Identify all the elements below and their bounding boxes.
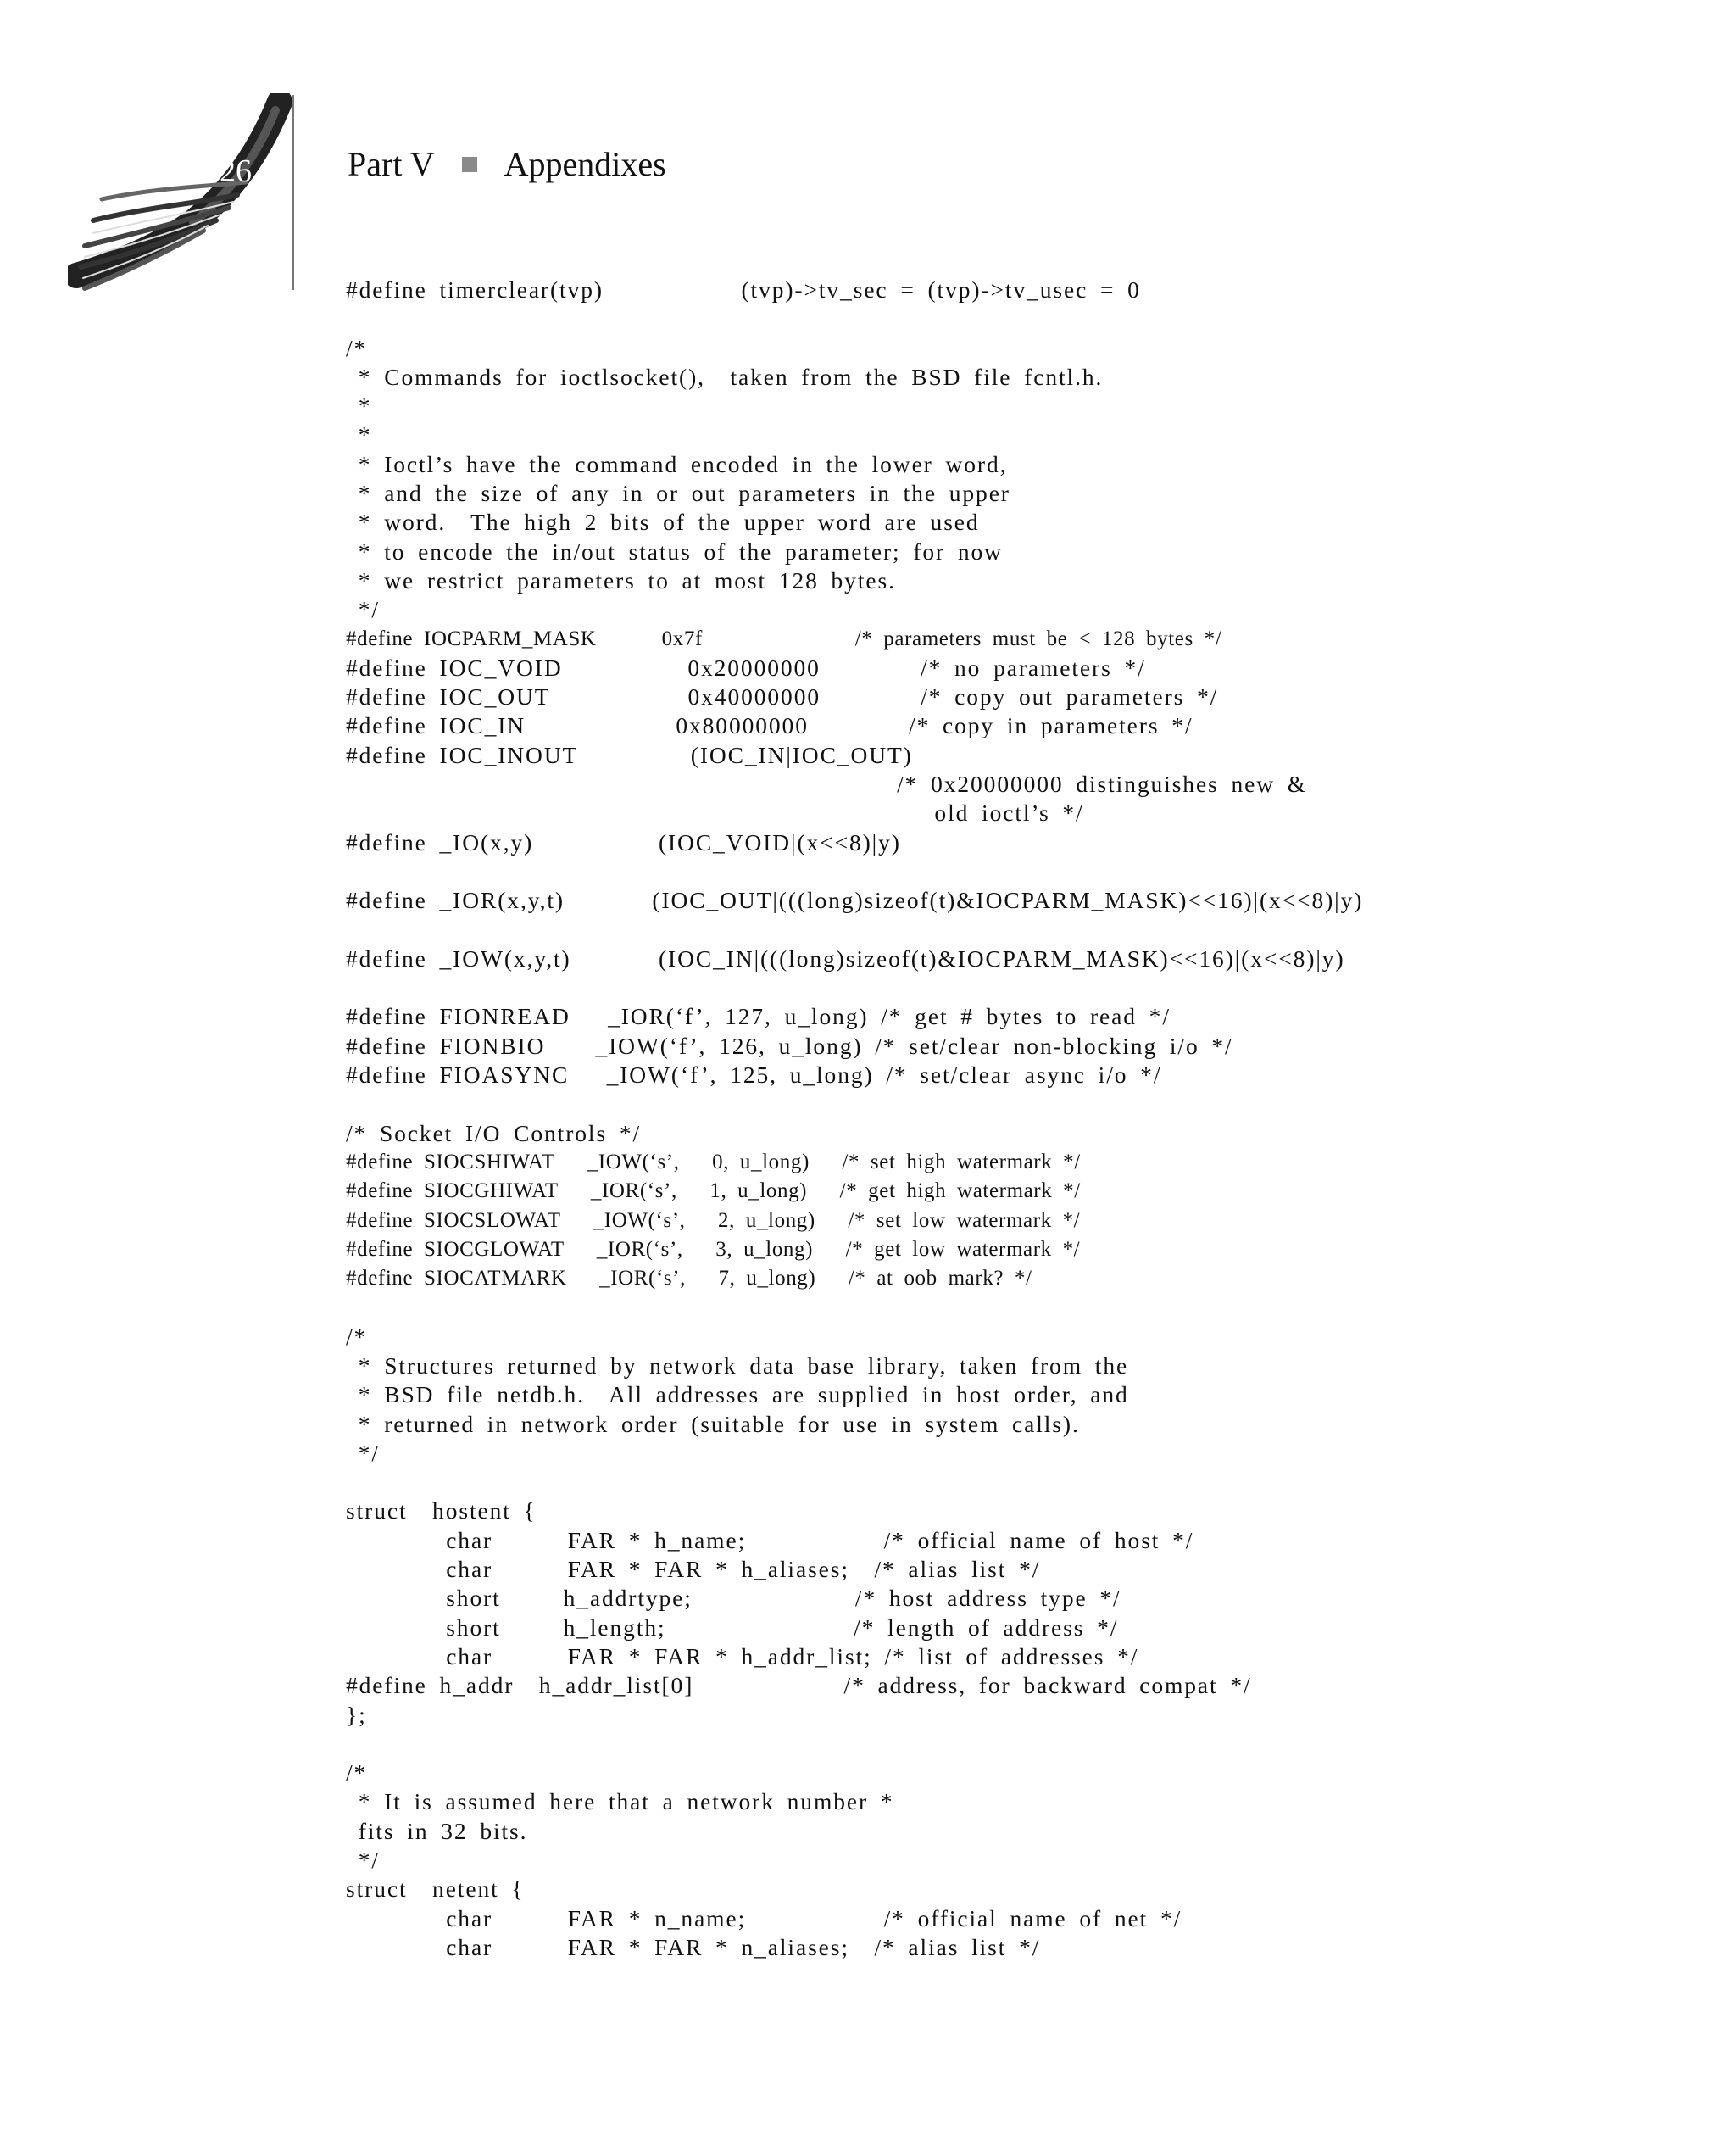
code-line	[346, 1090, 1566, 1118]
code-line: fits in 32 bits.	[346, 1817, 528, 1844]
code-line: #define IOC_VOID 0x20000000 /* no parameters */	[346, 654, 1146, 681]
code-line	[346, 1293, 1566, 1322]
code-line: short h_addrtype; /* host address type */	[346, 1585, 1121, 1612]
code-line: #define SIOCATMARK _IOR(‘s’, 7, u_long) /* at oob mark? */	[346, 1267, 1032, 1290]
code-line: * Commands for ioctlsocket(), taken from the BSD file fcntl.h.	[346, 363, 1104, 390]
running-head	[348, 144, 666, 184]
code-line: * we restrict parameters to at most 128 bytes.	[346, 566, 896, 594]
code-line	[346, 304, 1566, 333]
code-line: * to encode the in/out status of the parameter; for now	[346, 538, 1003, 565]
code-line: * word. The high 2 bits of the upper word are used	[346, 509, 980, 536]
code-line: #define SIOCSHIWAT _IOW(‘s’, 0, u_long) /* set high watermark */	[346, 1150, 1081, 1173]
code-line: #define IOC_INOUT (IOC_IN|IOC_OUT)	[346, 741, 913, 768]
code-line: old ioctl’s */	[346, 800, 1084, 827]
code-line: *	[346, 421, 372, 449]
code-line: * It is assumed here that a network number *	[346, 1788, 894, 1815]
code-line: #define SIOCSLOWAT _IOW(‘s’, 2, u_long) /* set low watermark */	[346, 1208, 1081, 1232]
code-line: #define timerclear(tvp) (tvp)->tv_sec = (tvp)->tv_usec = 0	[346, 276, 1141, 303]
code-line: };	[346, 1701, 367, 1728]
feather-quill-icon	[68, 93, 322, 297]
code-line: * Structures returned by network data base library, taken from the	[346, 1352, 1129, 1379]
code-line: /*	[346, 1323, 368, 1350]
code-line: struct hostent {	[346, 1497, 537, 1524]
code-line	[346, 973, 1566, 1002]
code-line: * Ioctl’s have the command encoded in the lower word,	[346, 450, 1008, 477]
code-line: #define FIOASYNC _IOW(‘f’, 125, u_long) /* set/clear async i/o */	[346, 1062, 1162, 1089]
code-line: #define _IOR(x,y,t) (IOC_OUT|(((long)sizeof(t)&IOCPARM_MASK)<<16)|(x<<8)|y)	[346, 887, 1364, 914]
code-line: */	[346, 1439, 380, 1466]
code-line: char FAR * FAR * h_aliases; /* alias list */	[346, 1556, 1041, 1583]
code-line	[346, 916, 1566, 945]
section-title: Appendixes	[504, 145, 666, 183]
code-line: #define SIOCGHIWAT _IOR(‘s’, 1, u_long) /* get high watermark */	[346, 1179, 1081, 1203]
code-line: #define IOCPARM_MASK 0x7f /* parameters must be < 128 bytes */	[346, 627, 1222, 650]
code-line: * returned in network order (suitable for use in system calls).	[346, 1410, 1080, 1437]
code-line: /* 0x20000000 distinguishes new &	[346, 771, 1308, 798]
code-line: /*	[346, 1759, 368, 1786]
code-line: #define IOC_IN 0x80000000 /* copy in parameters */	[346, 712, 1194, 739]
code-line: /*	[346, 334, 368, 361]
code-line: char FAR * h_name; /* official name of host */	[346, 1526, 1194, 1553]
part-label: Part V	[348, 145, 435, 183]
code-line: #define _IOW(x,y,t) (IOC_IN|(((long)sizeof(t)&IOCPARM_MASK)<<16)|(x<<8)|y)	[346, 945, 1345, 972]
code-line: * and the size of any in or out parameters in the upper	[346, 480, 1010, 507]
code-line: struct netent {	[346, 1875, 525, 1903]
code-line: #define FIONREAD _IOR(‘f’, 127, u_long) /* get # bytes to read */	[346, 1003, 1171, 1030]
code-line	[346, 1468, 1566, 1496]
code-line: #define h_addr h_addr_list[0] /* address, for backward compat */	[346, 1672, 1252, 1699]
code-line: char FAR * FAR * h_addr_list; /* list of addresses */	[346, 1642, 1139, 1669]
code-line: */	[346, 1847, 380, 1874]
square-bullet-icon	[462, 157, 477, 172]
code-line: #define IOC_OUT 0x40000000 /* copy out parameters */	[346, 683, 1219, 711]
code-line: *	[346, 393, 372, 420]
code-line: #define FIONBIO _IOW(‘f’, 126, u_long) /* set/clear non-blocking i/o */	[346, 1032, 1233, 1059]
header-divider	[292, 95, 294, 290]
page-header	[0, 0, 1736, 288]
code-line: * BSD file netdb.h. All addresses are supplied in host order, and	[346, 1381, 1129, 1408]
code-line: #define _IO(x,y) (IOC_VOID|(x<<8)|y)	[346, 828, 901, 856]
code-line: #define SIOCGLOWAT _IOR(‘s’, 3, u_long) /* get low watermark */	[346, 1237, 1081, 1261]
code-line: char FAR * n_name; /* official name of net */	[346, 1904, 1182, 1931]
code-line: char FAR * FAR * n_aliases; /* alias list */	[346, 1933, 1041, 1960]
code-line: short h_length; /* length of address */	[346, 1613, 1119, 1641]
page-number: 326	[203, 153, 252, 189]
code-line: /* Socket I/O Controls */	[346, 1119, 642, 1146]
code-line	[346, 857, 1566, 886]
code-line: */	[346, 596, 380, 623]
code-line	[346, 1730, 1566, 1758]
code-listing	[346, 276, 1566, 1962]
